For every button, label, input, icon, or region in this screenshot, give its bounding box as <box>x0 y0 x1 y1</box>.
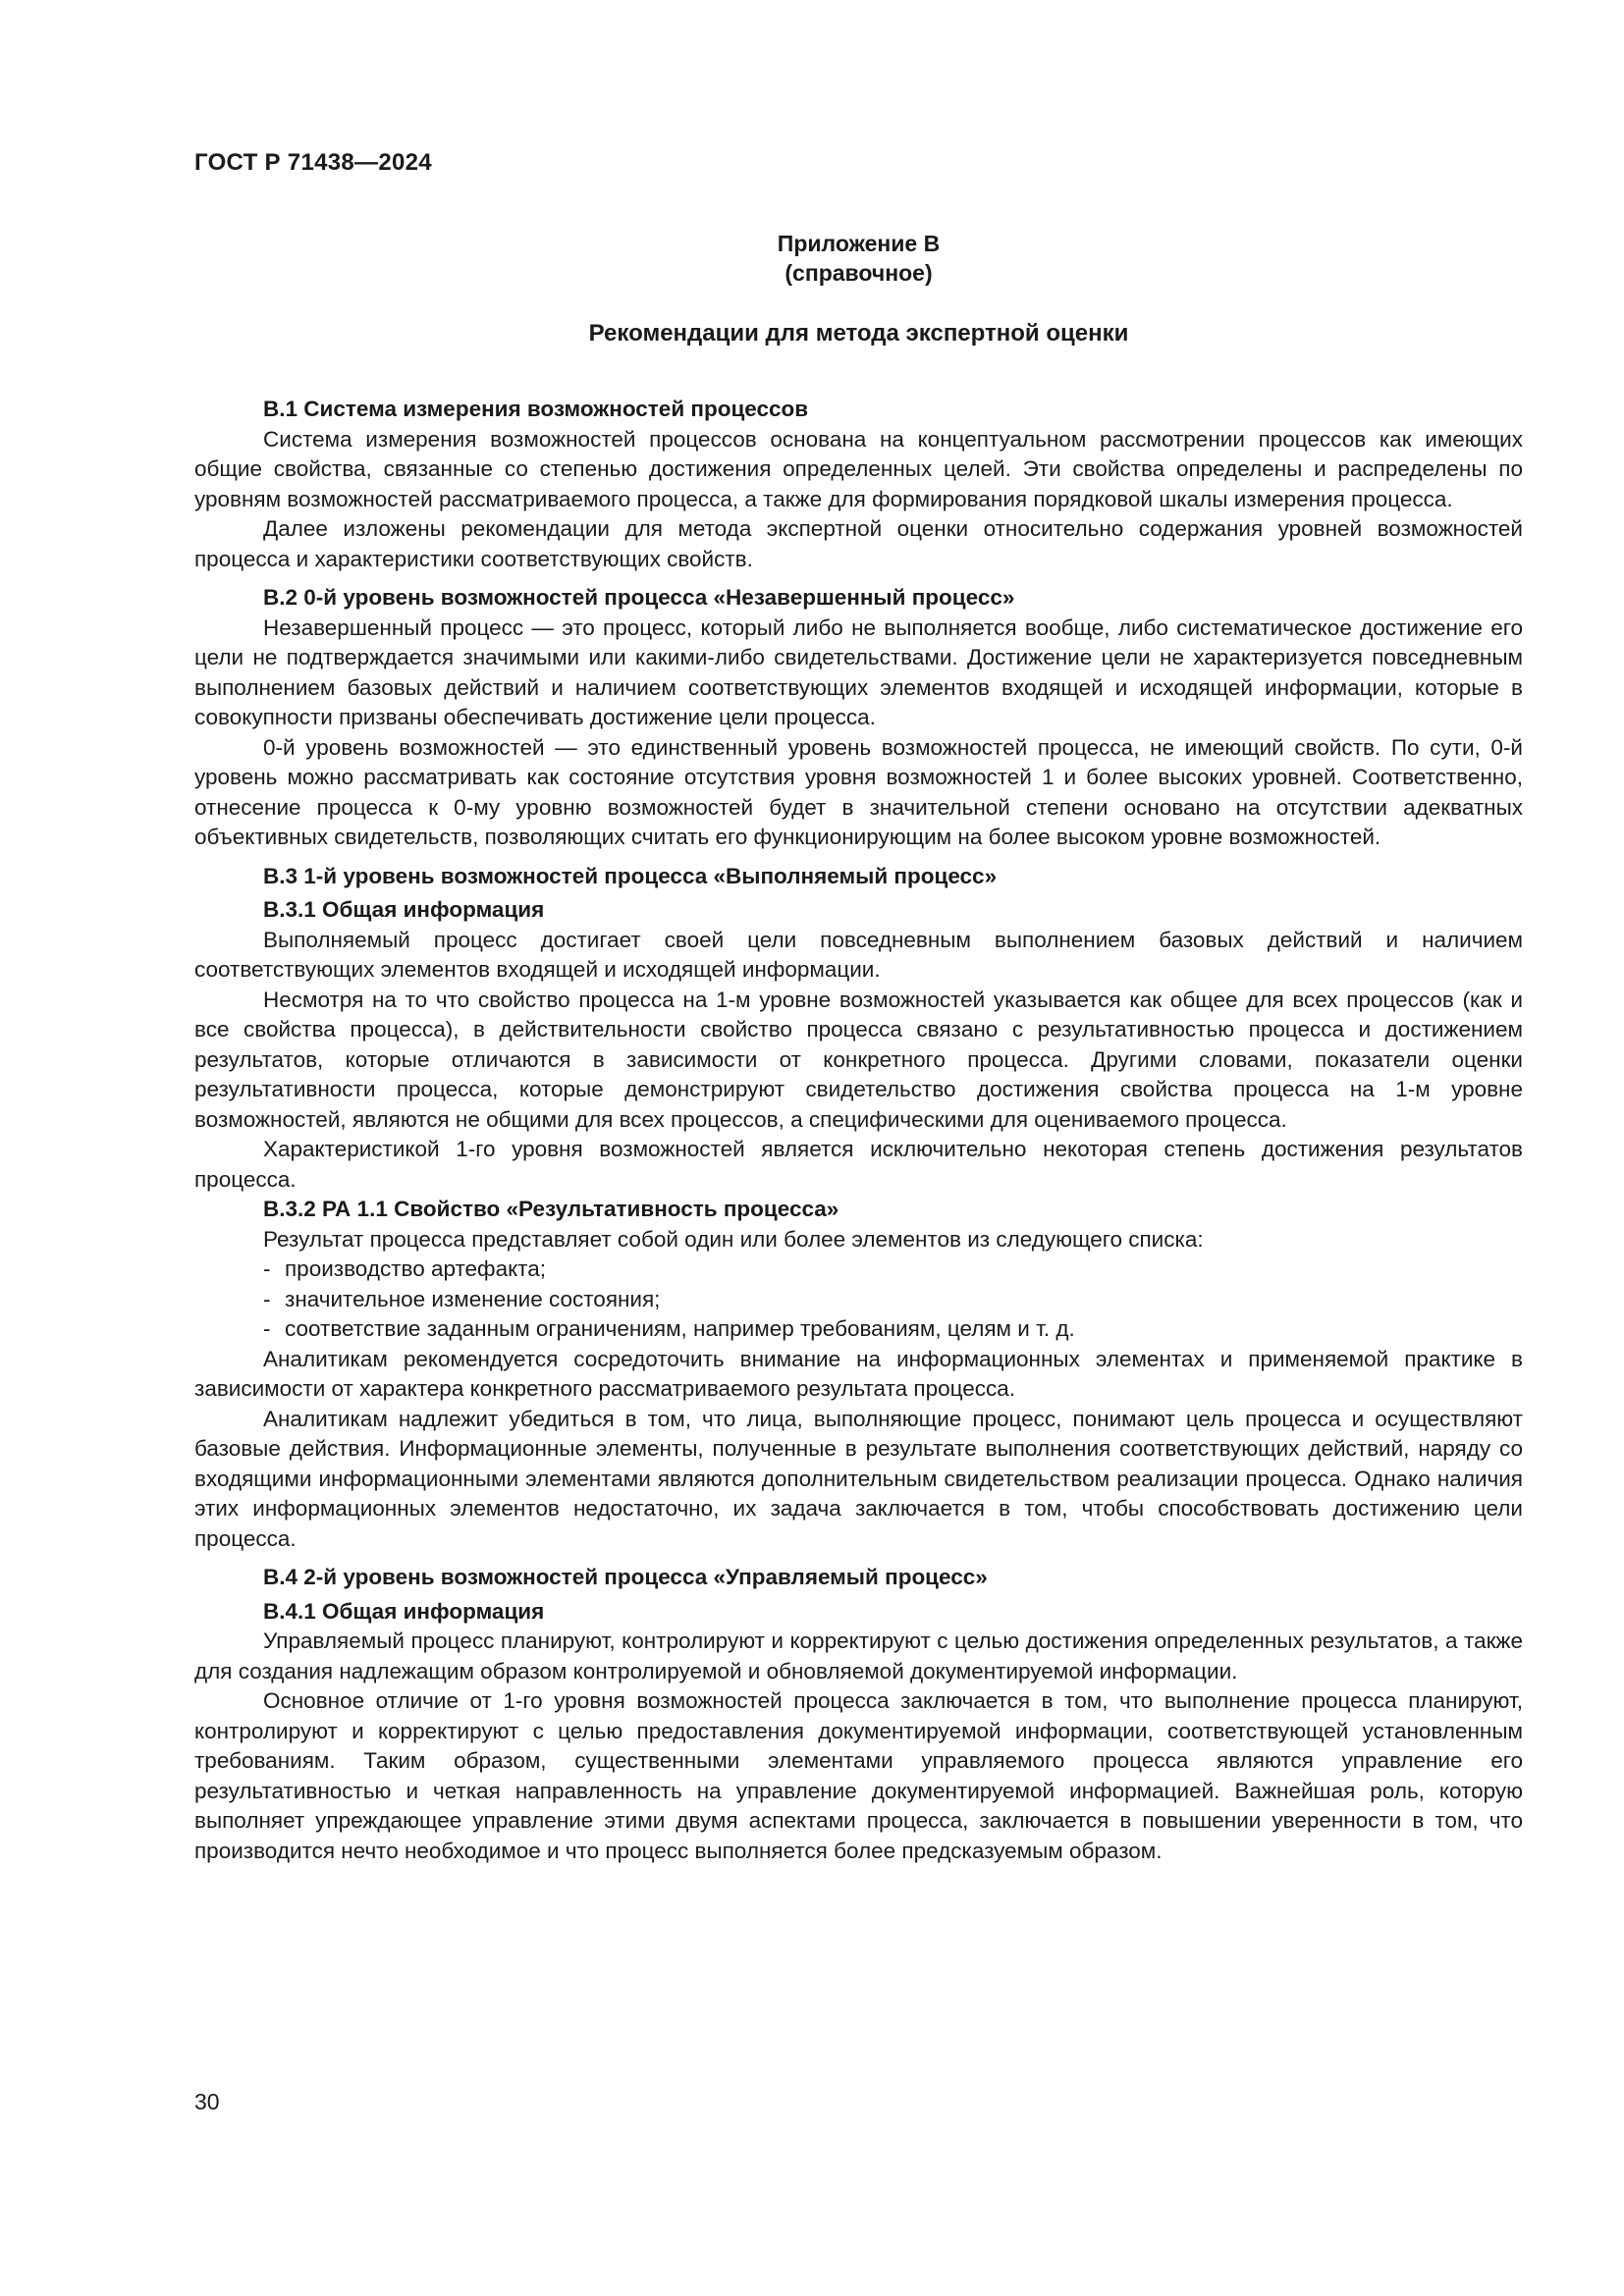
paragraph: Аналитикам надлежит убедиться в том, что лица, выполняющие процесс, понимают цель процесса и осуществляют базовые действия. Информационные элементы, полученные в результате выполнения соответствующих действий, наряду со входящими информационными элементами являются дополнительным свидетельством реализации процесса. Однако наличия этих информационных элементов недостаточно, их задача заключается в том, чтобы способствовать достижению цели процесса. <box>194 1406 1523 1551</box>
document-code: ГОСТ Р 71438—2024 <box>194 149 432 176</box>
section-heading-b4: В.4 2-й уровень возможностей процесса «Управляемый процесс» <box>263 1565 988 1589</box>
list-item: - соответствие заданным ограничениям, например требованиям, целям и т. д. <box>263 1316 1075 1341</box>
list-item: - производство артефакта; <box>263 1256 547 1281</box>
annex-header <box>194 229 1523 288</box>
paragraph: Далее изложены рекомендации для метода экспертной оценки относительно содержания уровней возможностей процесса и характеристики соответствующих свойств. <box>194 516 1523 571</box>
paragraph: Результат процесса представляет собой один или более элементов из следующего списка: <box>263 1226 1204 1252</box>
paragraph: 0-й уровень возможностей — это единственный уровень возможностей процесса, не имеющий свойств. По сути, 0-й уровень можно рассматривать как состояние отсутствия уровня возможностей 1 и более высоких уровней. Соответственно, отнесение процесса к 0-му уровню возможностей будет в значительной степени основано на отсутствии адекватных объективных свидетельств, позволяющих считать его функционирующим на более высоком уровне возможностей. <box>194 734 1523 849</box>
paragraph: Управляемый процесс планируют, контролируют и корректируют с целью достижения определенных результатов, а также для создания надлежащим образом контролируемой и обновляемой документируемой информации. <box>194 1629 1523 1683</box>
page-number: 30 <box>194 2089 220 2114</box>
paragraph: Незавершенный процесс — это процесс, который либо не выполняется вообще, либо систематическое достижение его цели не подтверждается значимыми или какими-либо свидетельствами. Достижение цели не характеризуется повседневным выполнением базовых действий и наличием соответствующих элементов входящей и исходящей информации, которые в совокупности призваны обеспечивать достижение цели процесса. <box>194 614 1523 729</box>
paragraph: Несмотря на то что свойство процесса на 1-м уровне возможностей указывается как общее для всех процессов (как и все свойства процесса), в действительности свойство процесса связано с результативностью процесса и достижением результатов, которые отличаются в зависимости от конкретного процесса. Другими словами, показатели оценки результативности процесса, которые демонстрируют свидетельство достижения свойства процесса на 1-м уровне возможностей, являются не общими для всех процессов, а специфическими для оцениваемого процесса. <box>194 987 1523 1132</box>
paragraph: Характеристикой 1-го уровня возможностей является исключительно некоторая степень достижения результатов процесса. <box>194 1137 1523 1192</box>
annex-title: Рекомендации для метода экспертной оценки <box>588 320 1129 347</box>
section-heading-b2: В.2 0-й уровень возможностей процесса «Незавершенный процесс» <box>263 585 1015 610</box>
subsection-heading-b4-1: В.4.1 Общая информация <box>263 1598 545 1624</box>
paragraph: Выполняемый процесс достигает своей цели повседневным выполнением базовых действий и наличием соответствующих элементов входящей и исходящей информации. <box>194 927 1523 982</box>
document-body <box>194 395 1523 1866</box>
paragraph: Система измерения возможностей процессов основана на концептуальном рассмотрении процессов как имеющих общие свойства, связанные со степенью достижения определенных целей. Эти свойства определены и распределены по уровням возможностей рассматриваемого процесса, а также для формирования порядковой шкалы измерения процесса. <box>194 426 1523 511</box>
annex-label: Приложение В <box>777 231 941 256</box>
section-heading-b1: В.1 Система измерения возможностей процессов <box>263 397 809 421</box>
list-item: - значительное изменение состояния; <box>263 1286 661 1311</box>
paragraph: Аналитикам рекомендуется сосредоточить внимание на информационных элементах и применяемой практике в зависимости от характера конкретного рассматриваемого результата процесса. <box>194 1346 1523 1401</box>
section-heading-b3: В.3 1-й уровень возможностей процесса «Выполняемый процесс» <box>263 863 998 888</box>
paragraph: Основное отличие от 1-го уровня возможностей процесса заключается в том, что выполнение процесса планируют, контролируют и корректируют с целью предоставления документируемой информации, соответствующей установленным требованиям. Таким образом, существенными элементами управляемого процесса являются управление его результативностью и четкая направленность на управление документируемой информацией. Важнейшая роль, которую выполняет упреждающее управление этими двумя аспектами процесса, заключается в повышении уверенности в том, что производится нечто необходимое и что процесс выполняется более предсказуемым образом. <box>194 1688 1523 1863</box>
result-list <box>194 1255 1523 1345</box>
document-page <box>194 0 1523 2296</box>
subsection-heading-b3-2: В.3.2 РА 1.1 Свойство «Результативность процесса» <box>263 1197 839 1221</box>
subsection-heading-b3-1: В.3.1 Общая информация <box>263 897 545 922</box>
annex-status: (справочное) <box>785 260 933 286</box>
